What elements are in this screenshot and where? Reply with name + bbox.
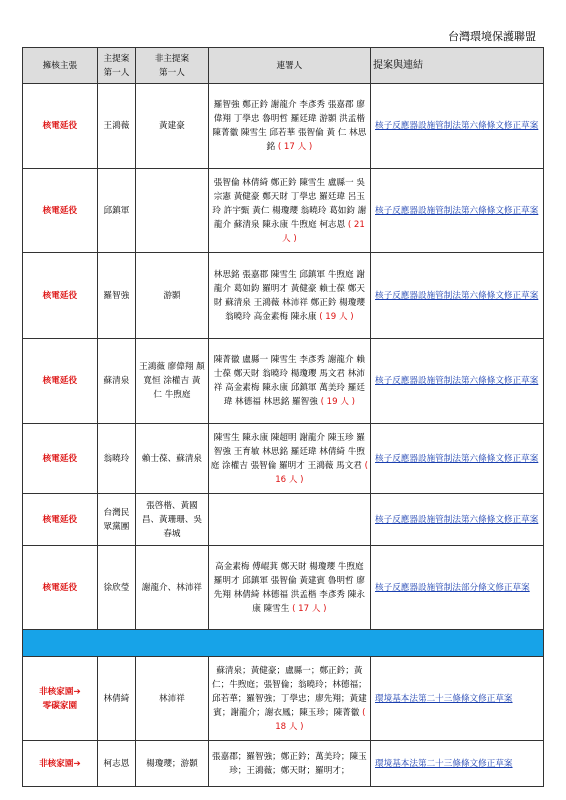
proposal-link[interactable]: 核子反應器設施管制法第六條條文修正草案: [371, 424, 544, 494]
signer-count: ( 18 人 ): [275, 707, 366, 732]
claim-text: 非核家園: [39, 758, 74, 769]
claim-text: 非核家園: [39, 686, 74, 697]
proposal-link[interactable]: 環境基本法第二十三條條文修正草案: [371, 741, 544, 787]
signers-list: 林思銘 張嘉郡 陳雪生 邱鎮軍 牛煦庭 謝龍介 葛如鈞 羅明才 黃健豪 賴士葆 鄭天財 蘇清泉 王鴻薇 林沛祥 鄭正鈐 楊瓊瓔 翁曉玲 高金素梅 陳永康: [213, 269, 365, 322]
signers-list: 蘇清泉；黃健豪；盧縣一；鄭正鈐；黃仁；牛煦庭；張智倫；翁曉玲；林德福；邱若華；羅智強；丁學忠；廖先翔；黃建賓；謝龍介；謝衣鳳；陳玉珍；陳菁徽: [212, 665, 367, 718]
main-proposer-cell: 邱鎮軍: [97, 169, 135, 253]
header-links: 提案與連結: [371, 48, 544, 84]
proposal-link[interactable]: 核子反應器設施管制法第六條條文修正草案: [371, 339, 544, 424]
divider-cell: [23, 630, 544, 657]
signers-cell: [208, 84, 370, 169]
table-row: [23, 741, 544, 787]
table-row: [23, 657, 544, 741]
proposal-table: [22, 47, 544, 787]
signer-count: ( 19 人 ): [320, 397, 356, 407]
proposal-link[interactable]: 核子反應器設施管制法第六條條文修正草案: [371, 494, 544, 546]
signers-cell: [208, 546, 370, 630]
header-row: [23, 48, 544, 84]
proposal-link[interactable]: 核子反應器設施管制法第六條條文修正草案: [371, 169, 544, 253]
signers-cell: [208, 169, 370, 253]
org-name: 台灣環境保護聯盟: [448, 30, 536, 43]
signers-cell: [208, 424, 370, 494]
signer-count: ( 21 人 ): [282, 219, 365, 244]
main-proposer-cell: 羅智強: [97, 253, 135, 339]
proposal-link[interactable]: 核子反應器設施管制法部分條文修正草案: [371, 546, 544, 630]
signer-count: ( 17 人 ): [277, 142, 313, 152]
claim-cell: 核電延役: [23, 339, 98, 424]
claim-cell: [23, 741, 98, 787]
proposal-link[interactable]: 環境基本法第二十三條條文修正草案: [371, 657, 544, 741]
other-proposer-cell: 楊瓊瓔；游顥: [136, 741, 209, 787]
table-row: [23, 84, 544, 169]
table-row: [23, 253, 544, 339]
signers-list: 張嘉郡；羅智強；鄭正鈐；萬美玲；陳玉珍；王鴻薇；鄭天財；羅明才；: [212, 751, 367, 776]
claim-cell: 核電延役: [23, 424, 98, 494]
main-proposer-cell: 翁曉玲: [97, 424, 135, 494]
signer-count: ( 16 人 ): [275, 460, 368, 485]
main-proposer-cell: 台灣民眾黨團: [97, 494, 135, 546]
other-proposer-cell: 林沛祥: [136, 657, 209, 741]
signers-list: 陳雪生 陳永康 陳超明 謝龍介 陳玉珍 羅智強 王育敏 林思銘 羅廷瑋 林倩綺 牛煦庭 涂權吉 張智倫 羅明才 王鴻薇 馬文君: [210, 432, 365, 471]
signers-list: 張智倫 林倩綺 鄭正鈐 陳雪生 盧縣一 吳宗憲 黃健豪 鄭天財 丁學忠 羅廷瑋 呂玉玲 許宇甄 黃仁 楊瓊瓔 翁曉玲 葛如鈞 謝龍介 蘇清泉 陳永康 牛煦庭 柯志恩: [212, 177, 367, 230]
table-row: [23, 424, 544, 494]
signers-list: 高金素梅 傅崐萁 鄭天財 楊瓊瓔 牛煦庭 羅明才 邱鎮軍 張智倫 黃建賓 魯明哲 廖先翔 林倩綺 林德福 洪孟楷 李彥秀 陳永康 陳雪生: [213, 561, 365, 614]
main-proposer-cell: 柯志恩: [97, 741, 135, 787]
main-proposer-cell: 王鴻薇: [97, 84, 135, 169]
other-proposer-cell: 王鴻薇 廖偉翔 顏寬恒 涂權吉 黃 仁 牛煦庭: [136, 339, 209, 424]
table-row: [23, 494, 544, 546]
other-proposer-cell: 黃建豪: [136, 84, 209, 169]
claim-cell: 核電延役: [23, 84, 98, 169]
signers-cell: [208, 494, 370, 546]
main-proposer-cell: 林倩綺: [97, 657, 135, 741]
signer-count: ( 17 人 ): [292, 603, 327, 614]
signers-cell: [208, 741, 370, 787]
signers-cell: [208, 339, 370, 424]
claim-cell: 核電延役: [23, 169, 98, 253]
main-proposer-cell: 徐欣瑩: [97, 546, 135, 630]
signers-cell: [208, 657, 370, 741]
claim-cell: 核電延役: [23, 494, 98, 546]
proposal-link[interactable]: 核子反應器設施管制法第六條條文修正草案: [371, 253, 544, 339]
other-proposer-cell: 賴士葆、蘇清泉: [136, 424, 209, 494]
table-row: [23, 339, 544, 424]
other-proposer-cell: 張啓楷、黃國昌、黃珊珊、吳春城: [136, 494, 209, 546]
header-signers: 連署人: [208, 48, 370, 84]
signers-cell: [208, 253, 370, 339]
table-row: [23, 546, 544, 630]
proposal-link[interactable]: 核子反應器設施管制法第六條條文修正草案: [371, 84, 544, 169]
other-proposer-cell: 游顥: [136, 253, 209, 339]
header-claim: 擁核主張: [23, 48, 98, 84]
arrow-icon: ➔: [73, 758, 81, 769]
main-proposer-cell: 蘇清泉: [97, 339, 135, 424]
header-other-proposer: 非主提案 第一人: [136, 48, 209, 84]
arrow-icon: ➔: [73, 686, 81, 697]
claim-cell: [23, 657, 98, 741]
other-proposer-cell: 謝龍介、林沛祥: [136, 546, 209, 630]
signers-list: 羅智強 鄭正鈐 謝龍介 李彥秀 張嘉郡 廖偉翔 丁學忠 魯明哲 羅廷瑋 游顥 洪孟楷 陳菁徽 陳雪生 邱若華 張智倫 黃 仁 林思銘: [212, 100, 367, 152]
signer-count: ( 19 人 ): [319, 311, 354, 322]
claim-cell: 核電延役: [23, 546, 98, 630]
other-proposer-cell: [136, 169, 209, 253]
signers-list: 陳菁徽 盧縣一 陳雪生 李彥秀 謝龍介 賴士葆 鄭天財 翁曉玲 楊瓊瓔 馬文君 林沛祥 高金素梅 陳永康 邱鎮軍 萬美玲 羅廷瑋 林德福 林思銘 羅智強: [213, 355, 365, 407]
claim-text-2: 零碳家園: [42, 700, 78, 711]
claim-cell: 核電延役: [23, 253, 98, 339]
table-row: [23, 169, 544, 253]
section-divider: [23, 630, 544, 657]
header-main-proposer: 主提案 第一人: [97, 48, 135, 84]
